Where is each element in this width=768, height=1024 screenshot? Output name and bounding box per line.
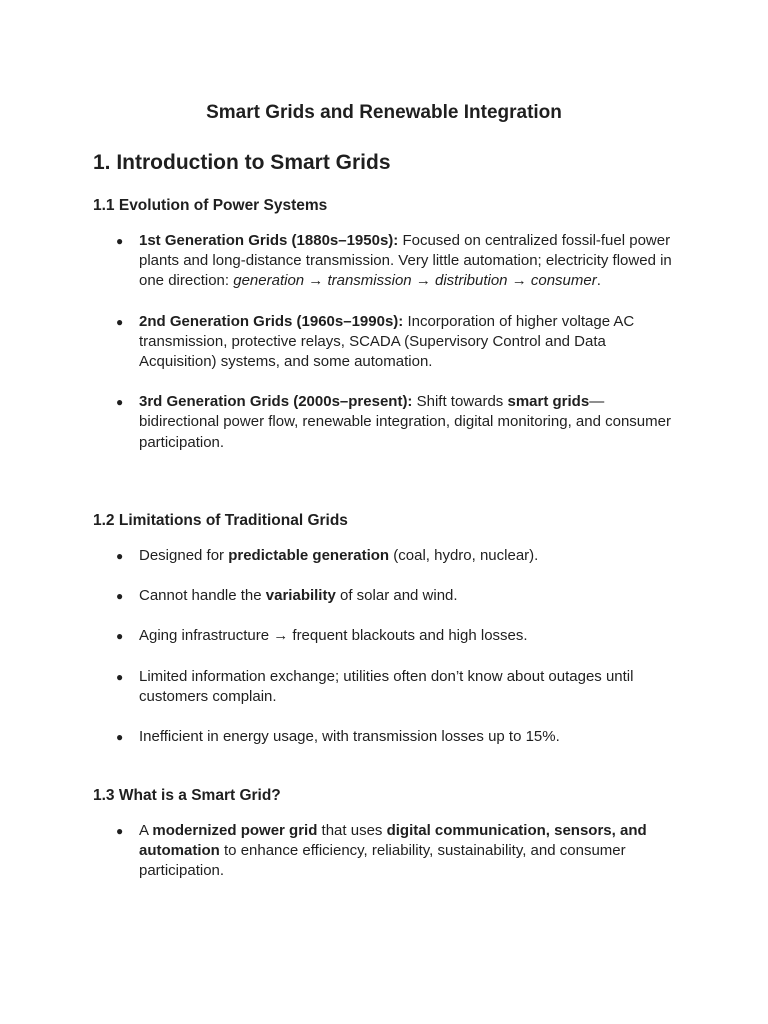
bullet-icon: ● bbox=[116, 234, 124, 248]
list-item bbox=[0, 546, 684, 566]
section-heading-introduction: 1. Introduction to Smart Grids bbox=[93, 151, 391, 174]
bullet-icon: ● bbox=[116, 824, 124, 838]
item-text-end: (coal, hydro, nuclear). bbox=[389, 547, 539, 564]
definition-list bbox=[0, 821, 768, 882]
item-term: modernized power grid bbox=[152, 822, 318, 839]
list-item bbox=[0, 312, 684, 373]
item-text: A bbox=[139, 822, 153, 839]
list-item bbox=[0, 392, 684, 453]
list-item bbox=[0, 586, 684, 606]
item-term-2: smart grids bbox=[507, 393, 590, 411]
list-item bbox=[0, 626, 684, 646]
bullet-icon: ● bbox=[116, 730, 124, 745]
item-text: Designed for bbox=[139, 547, 229, 564]
item-emphasis: generation → transmission → distribution → consumer bbox=[233, 272, 597, 290]
bullet-icon: ● bbox=[116, 314, 124, 329]
item-text: Focused on centralized fossil-fuel power plants and long-distance transmission. Very little automation; electricity flowed in one direction: bbox=[139, 232, 672, 290]
item-term: 2nd Generation Grids (1960s–1990s): bbox=[139, 312, 404, 330]
subsection-heading-limitations: 1.2 Limitations of Traditional Grids bbox=[93, 512, 348, 529]
bullet-icon: ● bbox=[116, 669, 124, 684]
item-text-end: to enhance efficiency, reliability, sustainability, and consumer participation. bbox=[139, 842, 626, 880]
list-item bbox=[0, 231, 684, 292]
item-text: Inefficient in energy usage, with transmission losses up to 15%. bbox=[139, 728, 560, 746]
item-text-end: —bidirectional power flow, renewable integration, digital monitoring, and consumer participation. bbox=[139, 393, 671, 451]
item-text-end: of solar and wind. bbox=[335, 587, 458, 605]
bullet-icon: ● bbox=[116, 549, 124, 563]
item-term: predictable generation bbox=[228, 547, 390, 564]
item-text: Cannot handle the bbox=[139, 587, 266, 605]
subsection-heading-evolution: 1.1 Evolution of Power Systems bbox=[93, 197, 328, 214]
document-title: Smart Grids and Renewable Integration bbox=[206, 102, 562, 123]
bullet-icon: ● bbox=[116, 395, 124, 410]
item-term-2: digital communication, sensors, and automation bbox=[139, 822, 647, 860]
item-text-mid: that uses bbox=[317, 822, 387, 839]
item-term: 1st Generation Grids (1880s–1950s): bbox=[139, 232, 399, 249]
list-item bbox=[0, 727, 684, 747]
bullet-icon: ● bbox=[116, 589, 124, 604]
list-item bbox=[0, 821, 684, 882]
evolution-list bbox=[0, 231, 768, 473]
item-text: Incorporation of higher voltage AC transmission, protective relays, SCADA (Supervisory Control and Data Acquisition) systems, and some automation. bbox=[139, 312, 635, 371]
list-item bbox=[0, 667, 684, 707]
item-text: Limited information exchange; utilities often don’t know about outages until customers complain. bbox=[139, 667, 634, 705]
item-text: Aging infrastructure → frequent blackouts and high losses. bbox=[139, 627, 528, 645]
subsection-heading-what-is-smart-grid: 1.3 What is a Smart Grid? bbox=[93, 787, 281, 804]
item-text: Shift towards bbox=[412, 393, 508, 411]
item-term: 3rd Generation Grids (2000s–present): bbox=[139, 393, 413, 411]
item-text-end: . bbox=[596, 272, 601, 290]
item-term: variability bbox=[265, 587, 336, 605]
limitations-list bbox=[0, 546, 768, 767]
bullet-icon: ● bbox=[116, 629, 124, 644]
